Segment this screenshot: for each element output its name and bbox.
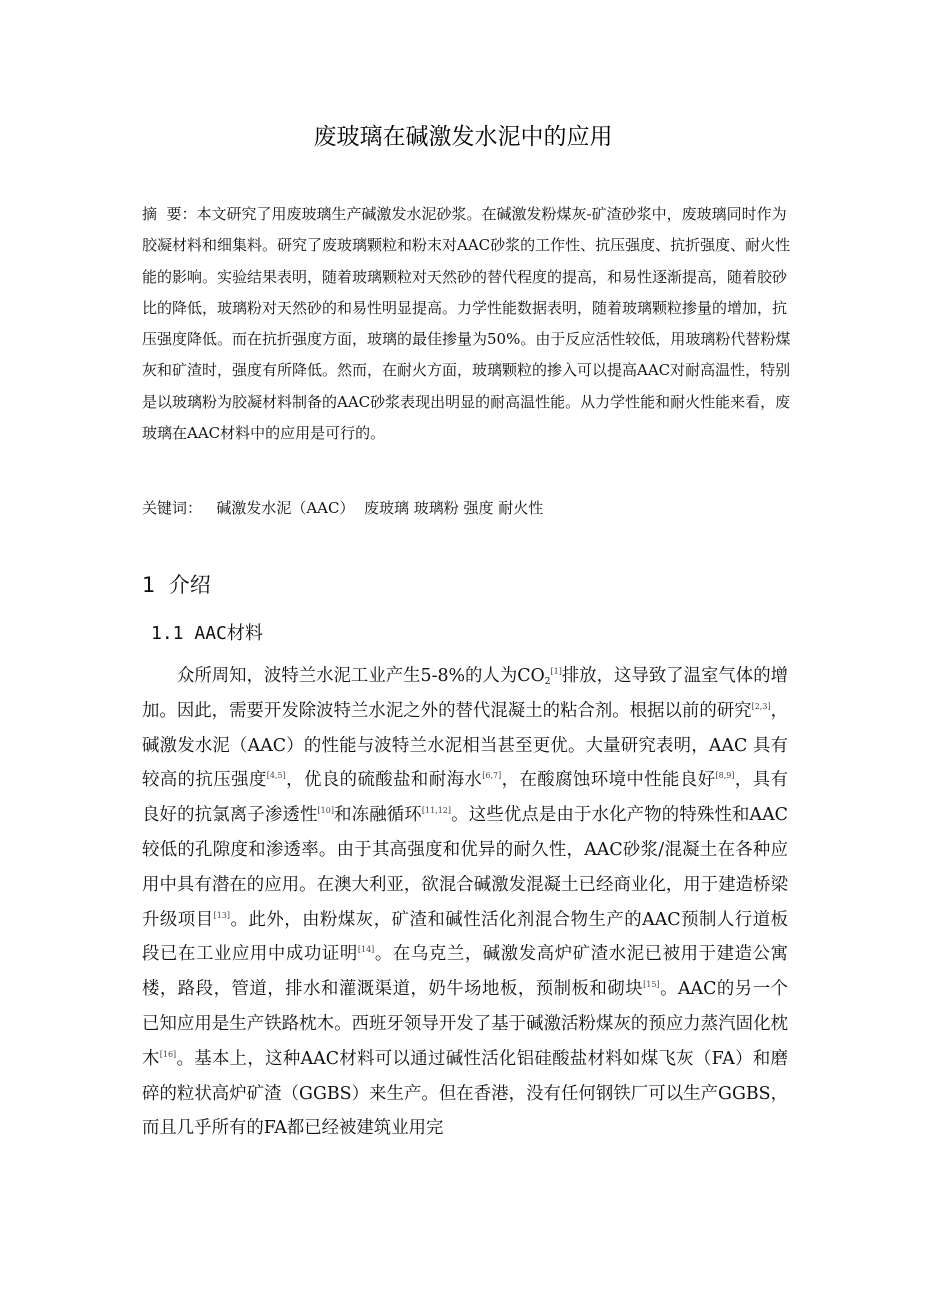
subscript: 2 — [544, 677, 551, 687]
body-text: 和冻融循环 — [333, 805, 422, 826]
body-paragraph — [142, 659, 788, 1146]
abstract — [142, 199, 792, 449]
keywords-items: 碱激发水泥（AAC） 废玻璃 玻璃粉 强度 耐火性 — [216, 499, 544, 517]
body-text: 。此外，由粉煤灰，矿渣和碱性活化剂混合物生产的AAC预制人行道板段已在工业应用中成功证明 — [142, 909, 788, 965]
body-text: ，优良的硫酸盐和耐海水 — [285, 770, 483, 791]
citation-ref: [4,5] — [266, 771, 286, 781]
citation-ref: [11,12] — [421, 806, 452, 816]
abstract-text: 本文研究了用废玻璃生产碱激发水泥砂浆。在碱激发粉煤灰-矿渣砂浆中，废玻璃同时作为胶凝材料和细集料。研究了废玻璃颗粒和粉末对AAC砂浆的工作性、抗压强度、抗折强度、耐火性能的影响。实验结果表明，随着玻璃颗粒对天然砂的替代程度的提高，和易性逐渐提高，随着胶砂比的降低，玻璃粉对天然砂的和易性明显提高。力学性能数据表明，随着玻璃颗粒掺量的增加，抗压强度降低。而在抗折强度方面，玻璃的最佳掺量为50%。由于反应活性较低，用玻璃粉代替粉煤灰和矿渣时，强度有所降低。然而，在耐火方面，玻璃颗粒的掺入可以提高AAC对耐高温性，特别是以玻璃粉为胶凝材料制备的AAC砂浆表现出明显的耐高温性能。从力学性能和耐火性能来看，废玻璃在AAC材料中的应用是可行的。 — [142, 205, 791, 443]
body-text: 。AAC的另一个已知应用是生产铁路枕木。西班牙领导开发了基于碱激活粉煤灰的预应力蒸汽固化枕木 — [142, 979, 788, 1069]
citation-ref: [6,7] — [482, 771, 502, 781]
keywords — [142, 493, 792, 523]
body-text: ，碱激发水泥（AAC）的性能与波特兰水泥相当甚至更优。大量研究表明，AAC 具有较高的抗压强度 — [142, 700, 788, 791]
body-text: 。在乌克兰，碱激发高炉矿渣水泥已被用于建造公寓楼，路段，管道，排水和灌溉渠道，奶牛场地板，预制板和砌块 — [142, 944, 788, 1000]
citation-ref: [13] — [213, 910, 231, 920]
citation-ref: [14] — [357, 945, 375, 955]
abstract-label: 摘 要： — [142, 205, 197, 223]
citation-ref: [1] — [550, 667, 562, 676]
citation-ref: [16] — [159, 1049, 177, 1059]
section-number: 1 — [142, 573, 156, 597]
body-text: 众所周知，波特兰水泥工业产生5-8%的人为CO — [177, 666, 545, 686]
subsection-number: 1.1 — [151, 623, 184, 644]
citation-ref: [10] — [317, 806, 334, 816]
section-heading-1 — [142, 569, 211, 601]
keywords-label: 关键词： — [142, 499, 203, 517]
citation-ref: [15] — [643, 980, 660, 990]
citation-ref: [2,3] — [751, 701, 771, 711]
subsection-title: AAC材料 — [194, 623, 263, 644]
body-text: 排放，这导致了温室气体的增加。因此，需要开发除波特兰水泥之外的替代混凝土的粘合剂。根据以前的研究 — [142, 666, 788, 721]
body-text: 。基本上，这种AAC材料可以通过碱性活化铝硅酸盐材料如煤飞灰（FA）和磨碎的粒状高炉矿渣（GGBS）来生产。但在香港，没有任何钢铁厂可以生产GGBS，而且几乎所有的FA都已经被建筑业用完 — [142, 1048, 788, 1139]
citation-ref: [8,9] — [715, 771, 735, 781]
body-text: 。这些优点是由于水化产物的特殊性和AAC较低的孔隙度和渗透率。由于其高强度和优异的耐久性，AAC砂浆/混凝土在各种应用中具有潜在的应用。在澳大利亚，欲混合碱激发混凝土已经商业化，用于建造桥梁升级项目 — [142, 805, 788, 930]
body-text: ，具有良好的抗氯离子渗透性 — [142, 770, 788, 826]
paper-title: 废玻璃在碱激发水泥中的应用 — [313, 124, 613, 150]
section-title: 介绍 — [168, 573, 211, 597]
body-text: ，在酸腐蚀环境中性能良好 — [501, 770, 716, 791]
subsection-heading-1-1 — [151, 619, 263, 649]
